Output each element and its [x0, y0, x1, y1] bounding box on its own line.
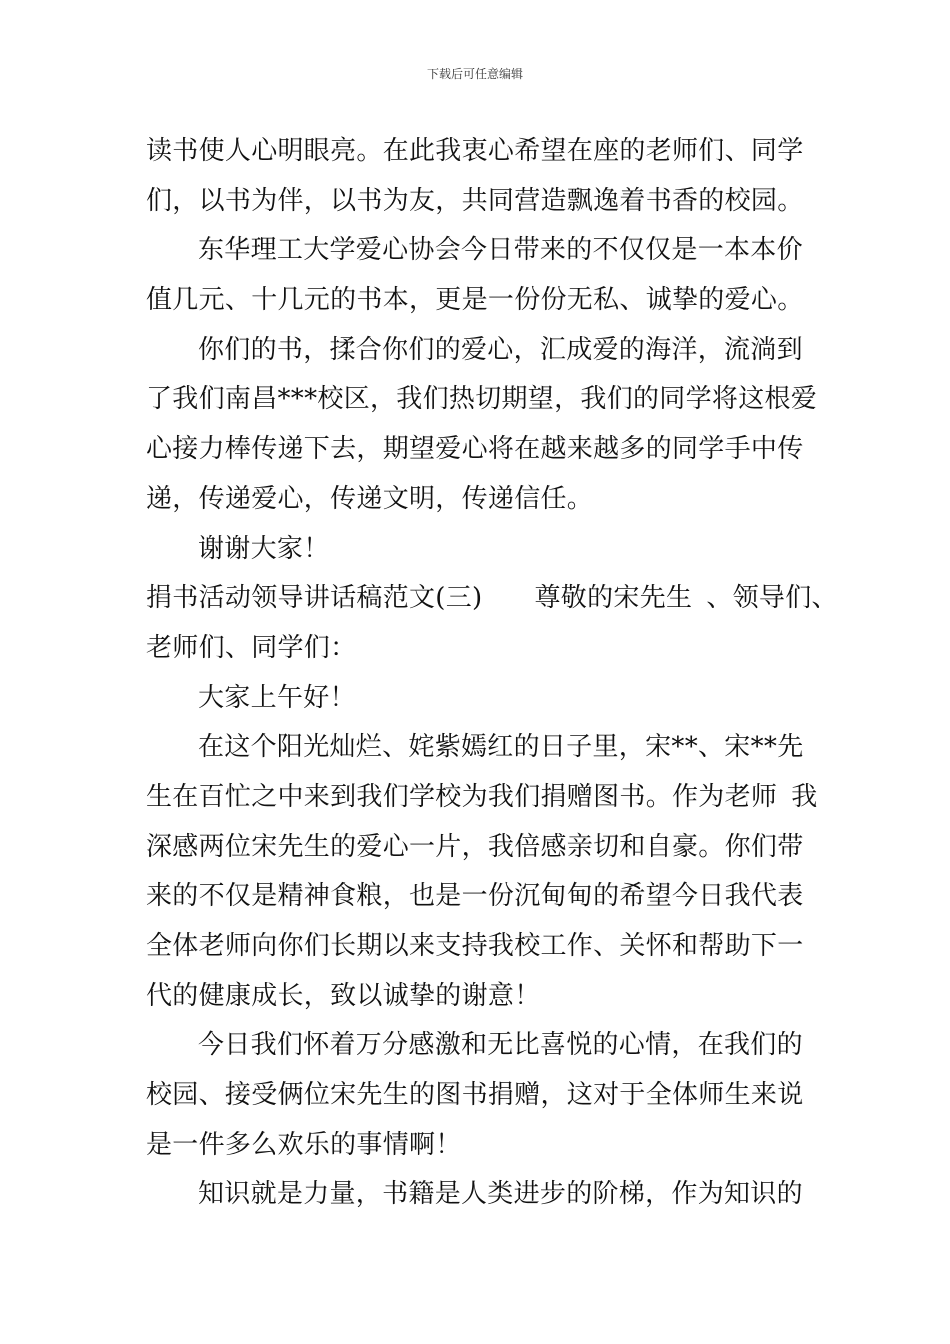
- section-heading-line: [146, 574, 838, 624]
- text-line: 了我们南昌***校区，我们热切期望，我们的同学将这根爱: [146, 384, 818, 415]
- document-body: [146, 127, 838, 1220]
- text-line: 老师们、同学们：: [146, 632, 357, 663]
- text-line: 们，以书为伴，以书为友，共同营造飘逸着书香的校园。: [146, 185, 804, 216]
- text-line: 是一件多么欢乐的事情啊！: [146, 1129, 462, 1160]
- paragraph-start: 在这个阳光灿烂、姹紫嫣红的日子里，宋**、宋**先: [198, 732, 804, 763]
- text-line: 代的健康成长，致以诚挚的谢意！: [146, 980, 541, 1011]
- salutation-continued: 、领导们、: [706, 583, 838, 614]
- salutation-start: 尊敬的宋先生: [534, 583, 693, 614]
- paragraph-start: 东华理工大学爱心协会今日带来的不仅仅是一本本价: [198, 235, 803, 266]
- section-title: 捐书活动领导讲话稿范文(三): [146, 583, 483, 614]
- text-line: 递，传递爱心，传递文明，传递信任。: [146, 483, 594, 514]
- text-line: 值几元、十几元的书本，更是一份份无私、诚挚的爱心。: [146, 285, 804, 316]
- text-segment: 我: [791, 781, 818, 812]
- paragraph-start: 今日我们怀着万分感激和无比喜悦的心情，在我们的: [198, 1030, 803, 1061]
- paragraph-start: 你们的书，揉合你们的爱心，汇成爱的海洋，流淌到: [198, 334, 803, 365]
- text-line: [146, 773, 818, 823]
- page-header: 下载后可任意编辑: [426, 67, 523, 81]
- text-line: 深感两位宋先生的爱心一片，我倍感亲切和自豪。你们带: [146, 831, 804, 862]
- text-line: 校园、接受俩位宋先生的图书捐赠，这对于全体师生来说: [146, 1080, 804, 1111]
- paragraph-start: 知识就是力量，书籍是人类进步的阶梯，作为知识的: [198, 1179, 803, 1210]
- closing-thanks: 谢谢大家！: [198, 533, 330, 564]
- text-line: 读书使人心明眼亮。在此我衷心希望在座的老师们、同学: [146, 136, 804, 166]
- text-line: 来的不仅是精神食粮，也是一份沉甸甸的希望今日我代表: [146, 881, 804, 912]
- text-line: 心接力棒传递下去，期望爱心将在越来越多的同学手中传: [146, 434, 804, 465]
- greeting: 大家上午好！: [198, 682, 356, 713]
- text-line: 全体老师向你们长期以来支持我校工作、关怀和帮助下一: [146, 931, 804, 961]
- text-segment: 生在百忙之中来到我们学校为我们捐赠图书。作为老师: [146, 781, 778, 812]
